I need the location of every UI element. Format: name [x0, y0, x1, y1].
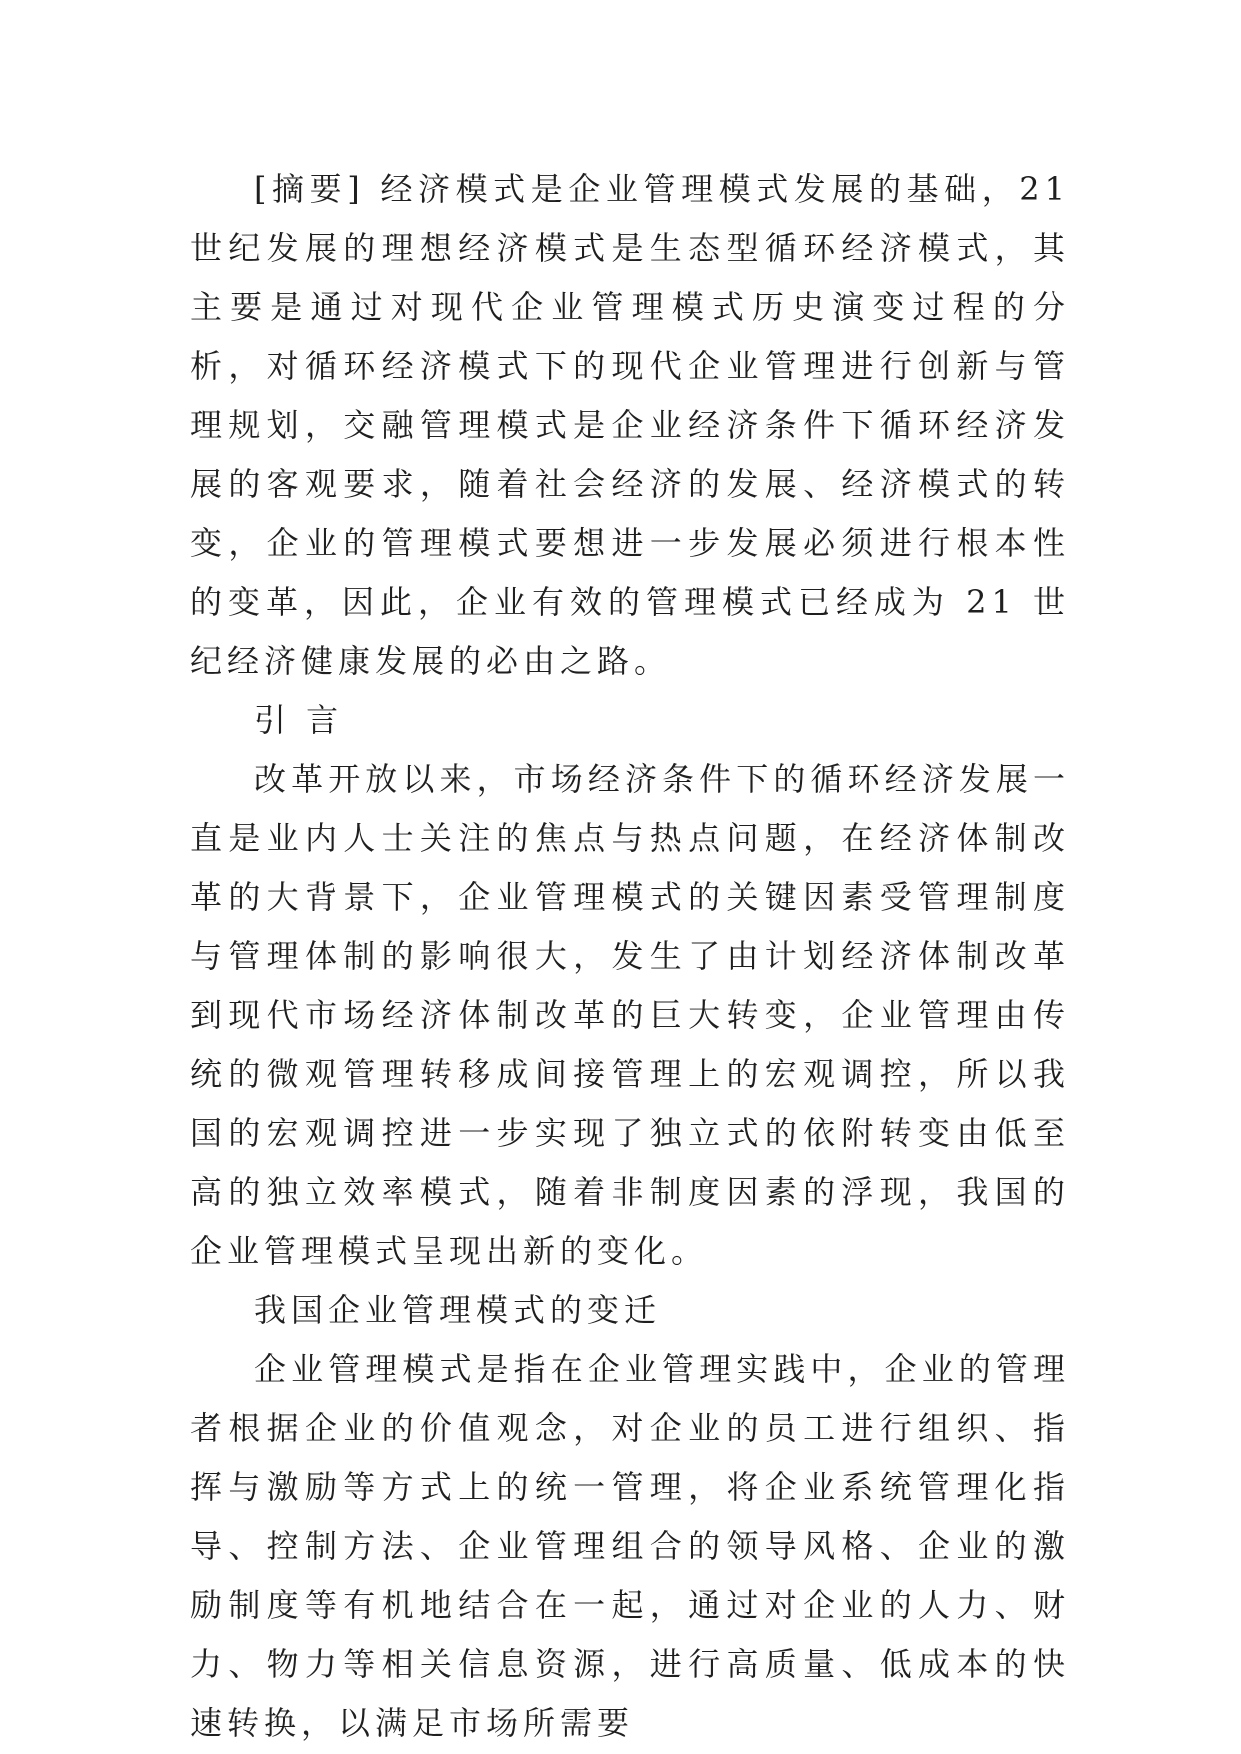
introduction-heading: 引 言 [254, 701, 344, 739]
abstract-paragraph: [摘要] 经济模式是企业管理模式发展的基础，21 世纪发展的理想经济模式是生态型循环经济模式，其主要是通过对现代企业管理模式历史演变过程的分析，对循环经济模式下的现代企业管理进行创新与管理规划，交融管理模式是企业经济条件下循环经济发展的客观要求，随着社会经济的发展、经济模式的转变，企业的管理模式要想进一步发展必须进行根本性的变革，因此，企业有效的管理模式已经成为 21 世纪经济健康发展的必由之路。 [190, 170, 1070, 680]
document-body [190, 160, 1070, 1753]
section-heading-management-changes: 我国企业管理模式的变迁 [254, 1291, 662, 1329]
management-mode-paragraph: 企业管理模式是指在企业管理实践中，企业的管理者根据企业的价值观念，对企业的员工进行组织、指挥与激励等方式上的统一管理，将企业系统管理化指导、控制方法、企业管理组合的领导风格、企业的激励制度等有机地结合在一起，通过对企业的人力、财力、物力等相关信息资源，进行高质量、低成本的快速转换，以满足市场所需要 [190, 1350, 1070, 1742]
introduction-paragraph: 改革开放以来，市场经济条件下的循环经济发展一直是业内人士关注的焦点与热点问题，在经济体制改革的大背景下，企业管理模式的关键因素受管理制度与管理体制的影响很大，发生了由计划经济体制改革到现代市场经济体制改革的巨大转变，企业管理由传统的微观管理转移成间接管理上的宏观调控，所以我国的宏观调控进一步实现了独立式的依附转变由低至高的独立效率模式，随着非制度因素的浮现，我国的企业管理模式呈现出新的变化。 [190, 760, 1070, 1270]
